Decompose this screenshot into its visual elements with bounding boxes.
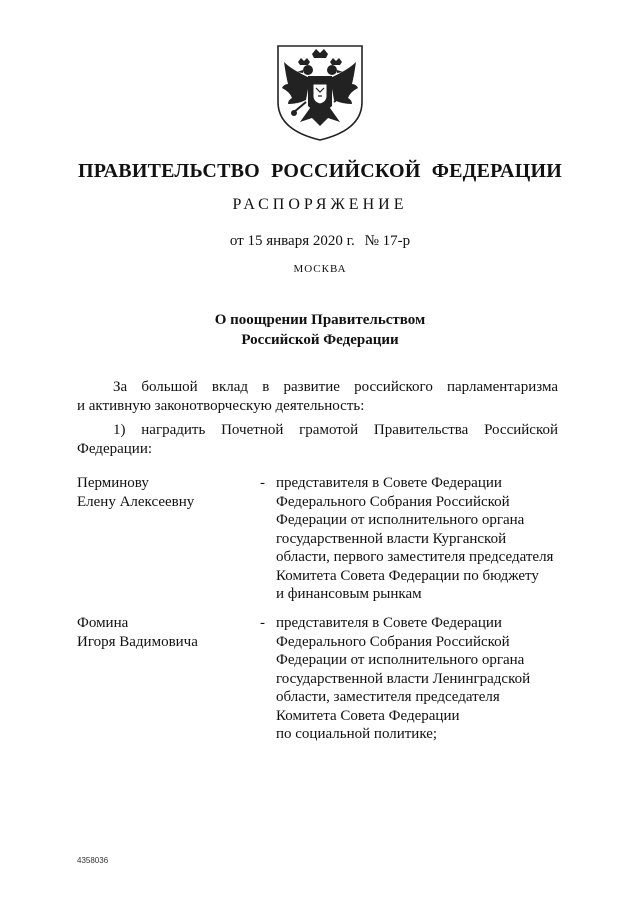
position-line: Комитета Совета Федерации по бюджету xyxy=(276,567,539,584)
position-line: Федерации от исполнительного органа xyxy=(276,512,525,528)
intro-line: За большой вклад в развитие российского парламентаризма xyxy=(113,379,558,395)
position-line: области, первого заместителя председателя xyxy=(276,549,554,565)
subject-line: Российской Федерации xyxy=(241,332,399,348)
position-line: и финансовым рынкам xyxy=(276,586,422,602)
position-line: представителя в Совете Федерации xyxy=(276,615,502,631)
entry-dash: - xyxy=(260,475,265,491)
recipient-surname: Фомина xyxy=(77,615,129,631)
position-line: представителя в Совете Федерации xyxy=(276,475,502,491)
document-date-line xyxy=(0,233,640,250)
intro-line: и активную законотворческую деятельность: xyxy=(77,398,365,414)
recipient-position xyxy=(276,474,566,604)
entry-dash: - xyxy=(260,615,265,631)
position-line: государственной власти Ленинградской xyxy=(276,670,531,687)
position-line: Федерального Собрания Российской xyxy=(276,493,510,510)
position-line: Комитета Совета Федерации xyxy=(276,707,460,724)
document-number: № 17-р xyxy=(364,233,411,249)
award-paragraph xyxy=(77,421,558,459)
award-line: Федерации: xyxy=(77,441,153,457)
award-line: 1) наградить Почетной грамотой Правительства Российской xyxy=(113,422,558,438)
document-type: РАСПОРЯЖЕНИЕ xyxy=(232,196,408,213)
document-date: от 15 января 2020 г. xyxy=(229,233,355,249)
government-title: ПРАВИТЕЛЬСТВО РОССИЙСКОЙ ФЕДЕРАЦИИ xyxy=(78,160,562,182)
document-city: МОСКВА xyxy=(293,263,347,275)
recipient-surname: Перминову xyxy=(77,475,149,491)
recipient-position xyxy=(276,614,566,744)
position-line: государственной власти Курганской xyxy=(276,530,507,547)
recipient-name xyxy=(77,474,247,511)
subject-line: О поощрении Правительством xyxy=(214,312,426,328)
recipient-given-names: Игоря Вадимовича xyxy=(77,633,198,650)
intro-paragraph xyxy=(77,378,558,416)
position-line: Федерации от исполнительного органа xyxy=(276,652,525,668)
recipient-given-names: Елену Алексеевну xyxy=(77,493,195,510)
coat-of-arms-icon xyxy=(270,42,370,142)
document-barcode-number: 4358036 xyxy=(77,856,109,865)
document-subject xyxy=(0,310,640,350)
position-line: Федерального Собрания Российской xyxy=(276,633,510,650)
position-line: по социальной политике; xyxy=(276,726,438,742)
recipient-name xyxy=(77,614,247,651)
position-line: области, заместителя председателя xyxy=(276,689,500,705)
